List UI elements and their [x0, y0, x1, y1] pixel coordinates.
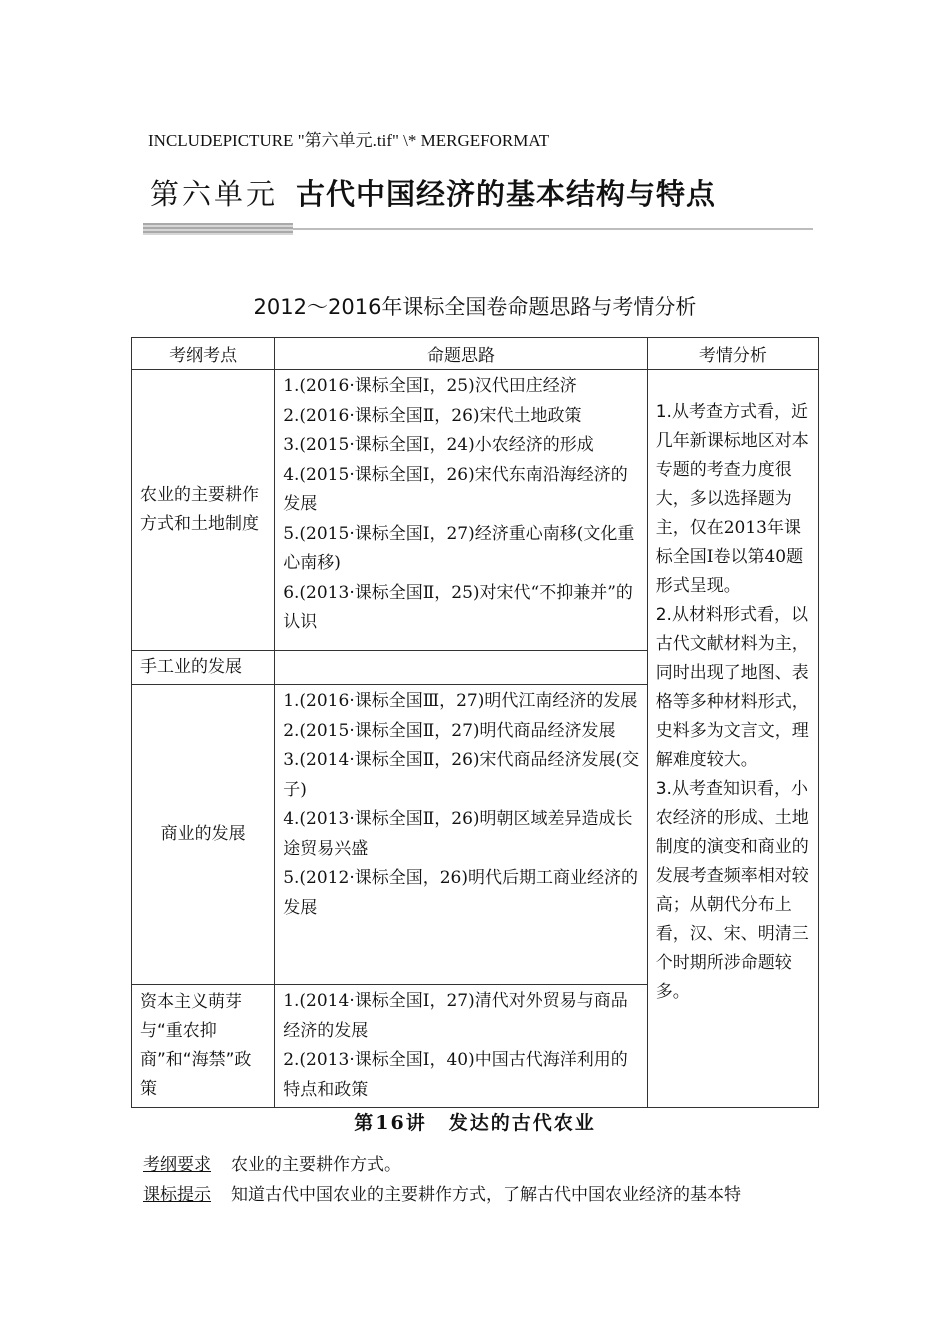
list-item: 5.(2015·课标全国Ⅰ，27)经济重心南移(文化重心南移) [283, 523, 635, 573]
list-item: 1.(2016·课标全国Ⅰ，25)汉代田庄经济 [283, 376, 577, 396]
list-item: 4.(2013·课标全国Ⅱ，26)明朝区域差异造成长途贸易兴盛 [283, 809, 633, 859]
analysis-heading: 1.从考查方式看， [655, 402, 791, 422]
items-cell-empty [275, 651, 648, 685]
list-item: 2.(2013·课标全国Ⅰ，40)中国古代海洋利用的特点和政策 [283, 1050, 628, 1100]
analysis-paragraph [656, 775, 812, 1007]
topic-cell: 农业的主要耕作方式和土地制度 [132, 370, 275, 651]
items-cell [275, 685, 648, 985]
topic-cell: 资本主义萌芽与“重农抑商”和“海禁”政策 [132, 985, 275, 1108]
lesson-title [130, 1108, 820, 1135]
list-item: 1.(2014·课标全国Ⅰ，27)清代对外贸易与商品经济的发展 [283, 991, 628, 1041]
lesson-number: 第16讲 [354, 1112, 427, 1134]
analysis-text: 小农经济的形成、土地制度的演变和商业的发展考查频率相对较高；从朝代分布上看，汉、宋、明清三个时期所涉命题较多。 [655, 779, 809, 1002]
list-item: 3.(2015·课标全国Ⅰ，24)小农经济的形成 [283, 435, 594, 455]
requirement-line [143, 1180, 741, 1205]
analysis-text: 近几年新课标地区对本专题的考查力度很大，多以选择题为主，仅在2013年课标全国Ⅰ卷以第40题形式呈现。 [655, 402, 809, 596]
heading-underline-thick [143, 223, 293, 235]
lesson-name: 发达的古代农业 [448, 1112, 596, 1134]
analysis-paragraph [656, 398, 812, 601]
requirement-line [143, 1150, 401, 1175]
list-item: 3.(2014·课标全国Ⅱ，26)宋代商品经济发展(交子) [283, 750, 640, 800]
list-item: 2.(2016·课标全国Ⅱ，26)宋代土地政策 [283, 405, 582, 426]
analysis-heading: 3.从考查知识看， [655, 779, 791, 799]
table-row [132, 370, 819, 651]
requirement-label: 考纲要求 [143, 1155, 211, 1175]
exam-analysis-table [131, 337, 819, 1108]
topic-cell: 商业的发展 [132, 685, 275, 985]
requirement-text: 农业的主要耕作方式。 [231, 1155, 401, 1175]
requirement-text: 知道古代中国农业的主要耕作方式，了解古代中国农业经济的基本特 [231, 1185, 741, 1205]
requirement-label: 课标提示 [143, 1185, 211, 1205]
analysis-text: 以古代文献材料为主，同时出现了地图、表格等多种材料形式，史料多为文言文，理解难度较大。 [655, 605, 809, 770]
header-topic: 考纲考点 [132, 338, 275, 370]
analysis-paragraph [656, 601, 812, 775]
list-item: 2.(2015·课标全国Ⅱ，27)明代商品经济发展 [283, 720, 616, 741]
table-header-row [132, 338, 819, 370]
analysis-cell [647, 370, 818, 1108]
analysis-heading: 2.从材料形式看， [655, 605, 791, 625]
unit-title: 古代中国经济的基本结构与特点 [296, 177, 717, 211]
list-item: 6.(2013·课标全国Ⅱ，25)对宋代“不抑兼并”的认识 [283, 582, 633, 632]
header-ideas: 命题思路 [275, 338, 648, 370]
topic-cell: 手工业的发展 [132, 651, 275, 685]
header-analysis: 考情分析 [647, 338, 818, 370]
list-item: 5.(2012·课标全国，26)明代后期工商业经济的发展 [283, 868, 638, 918]
items-cell [275, 985, 648, 1108]
unit-number: 第六单元 [150, 177, 279, 211]
items-cell [275, 370, 648, 651]
heading-underline-thin [293, 228, 813, 230]
list-item: 4.(2015·课标全国Ⅰ，26)宋代东南沿海经济的发展 [283, 464, 628, 514]
list-item: 1.(2016·课标全国Ⅲ，27)明代江南经济的发展 [283, 691, 638, 711]
include-picture-field: INCLUDEPICTURE "第六单元.tif" \* MERGEFORMAT [148, 131, 550, 150]
table-title: 2012～2016年课标全国卷命题思路与考情分析 [253, 295, 697, 319]
unit-heading [150, 172, 716, 213]
